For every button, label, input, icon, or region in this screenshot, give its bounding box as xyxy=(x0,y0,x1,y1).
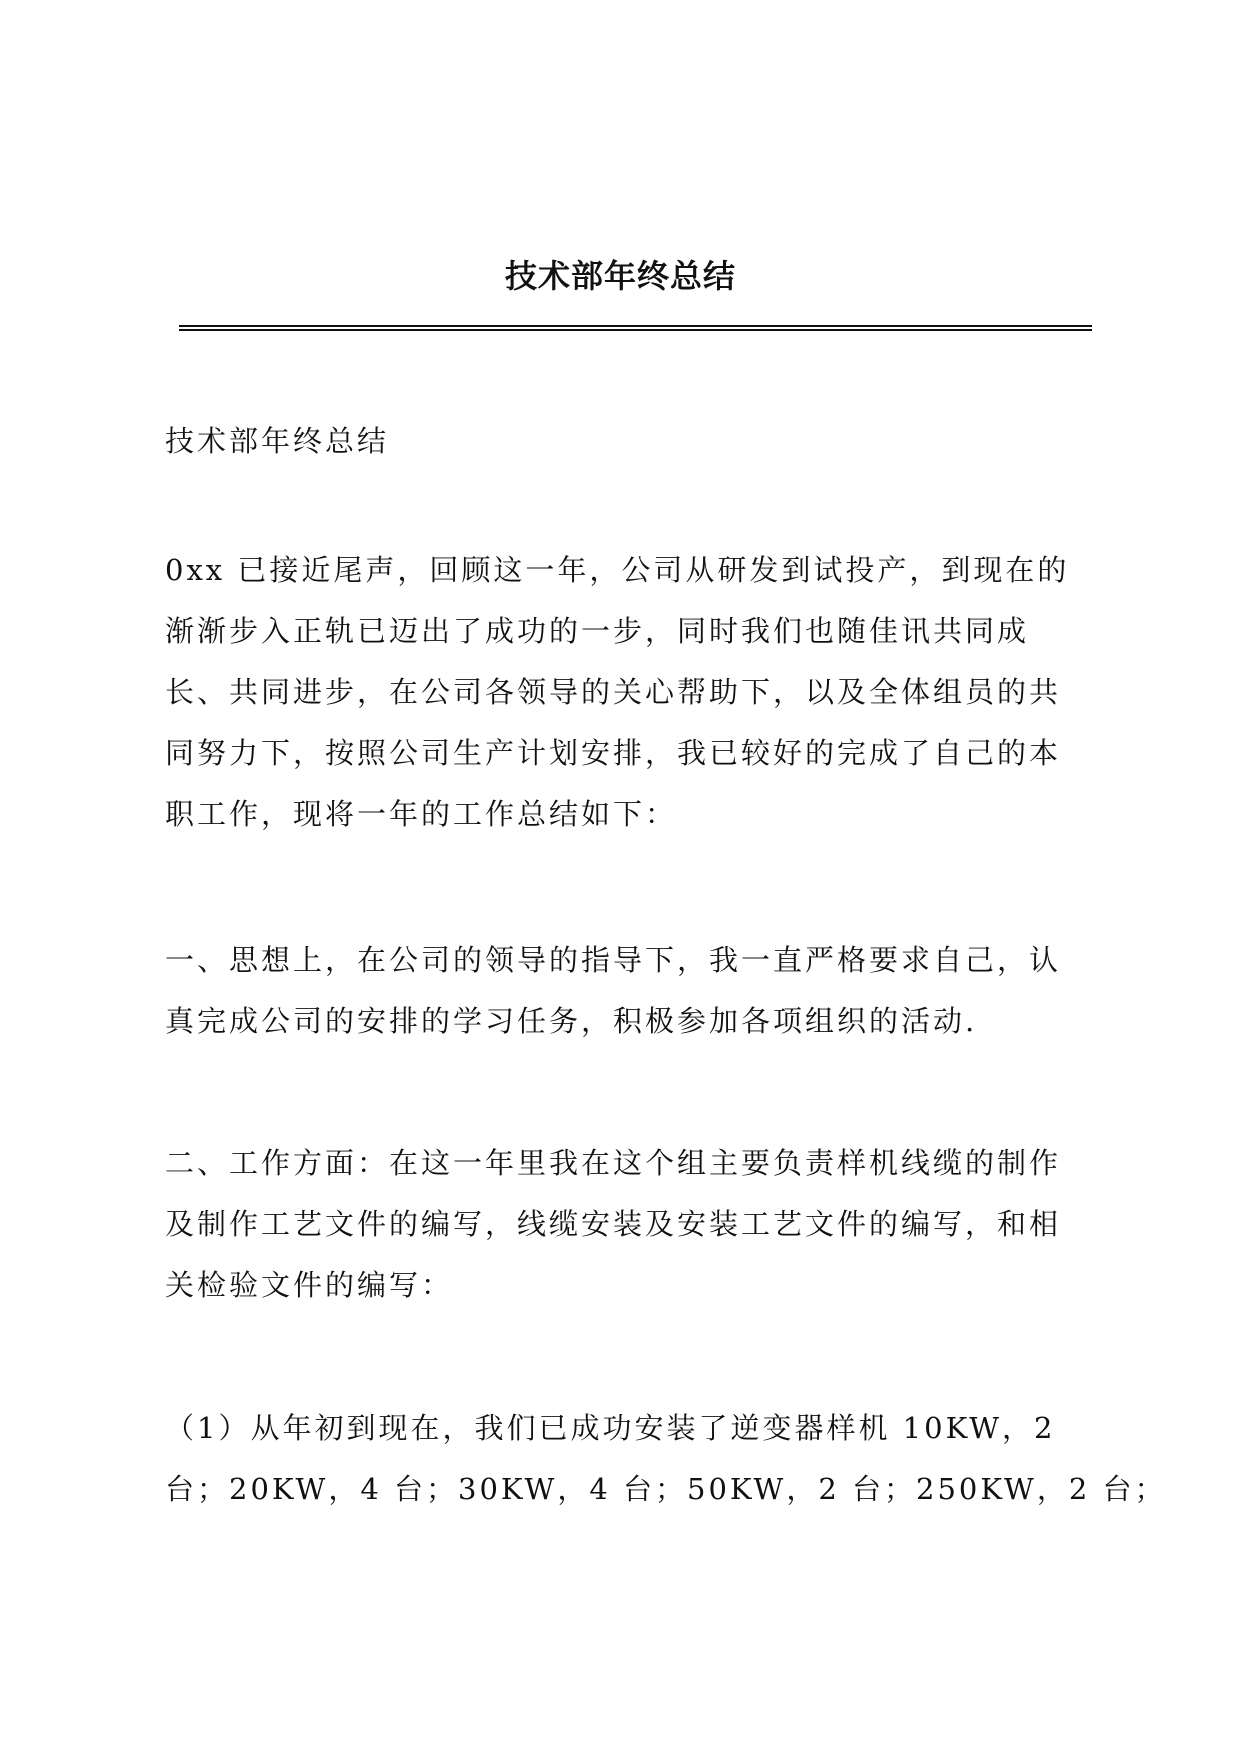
page-title: 技术部年终总结 xyxy=(504,257,736,295)
paragraph-ideology xyxy=(165,930,1095,1052)
paragraph-line: （1）从年初到现在，我们已成功安装了逆变器样机 10KW，2 xyxy=(165,1411,1056,1445)
paragraph-line: 及制作工艺文件的编写，线缆安装及安装工艺文件的编写，和相 xyxy=(165,1207,1062,1241)
paragraph-line: 职工作，现将一年的工作总结如下： xyxy=(165,797,678,831)
document-subtitle xyxy=(165,411,1095,472)
paragraph-line: 长、共同进步，在公司各领导的关心帮助下，以及全体组员的共 xyxy=(165,675,1062,709)
paragraph-line: 0xx 已接近尾声，回顾这一年，公司从研发到试投产，到现在的 xyxy=(165,553,1070,587)
paragraph-line: 渐渐步入正轨已迈出了成功的一步，同时我们也随佳讯共同成 xyxy=(165,614,1030,648)
paragraph-line: 二、工作方面：在这一年里我在这个组主要负责样机线缆的制作 xyxy=(165,1146,1062,1180)
title-double-rule xyxy=(179,325,1092,331)
paragraph-line: 同努力下，按照公司生产计划安排，我已较好的完成了自己的本 xyxy=(165,736,1062,770)
subtitle-line: 技术部年终总结 xyxy=(165,424,390,458)
paragraph-line: 关检验文件的编写： xyxy=(165,1268,454,1302)
paragraph-work xyxy=(165,1133,1095,1316)
paragraph-item-1 xyxy=(165,1398,1167,1520)
paragraph-intro xyxy=(165,540,1095,845)
paragraph-line: 真完成公司的安排的学习任务，积极参加各项组织的活动. xyxy=(165,1004,978,1038)
paragraph-line: 台；20KW，4 台；30KW，4 台；50KW，2 台；250KW，2 台； xyxy=(165,1472,1167,1506)
paragraph-line: 一、思想上，在公司的领导的指导下，我一直严格要求自己，认 xyxy=(165,943,1062,977)
